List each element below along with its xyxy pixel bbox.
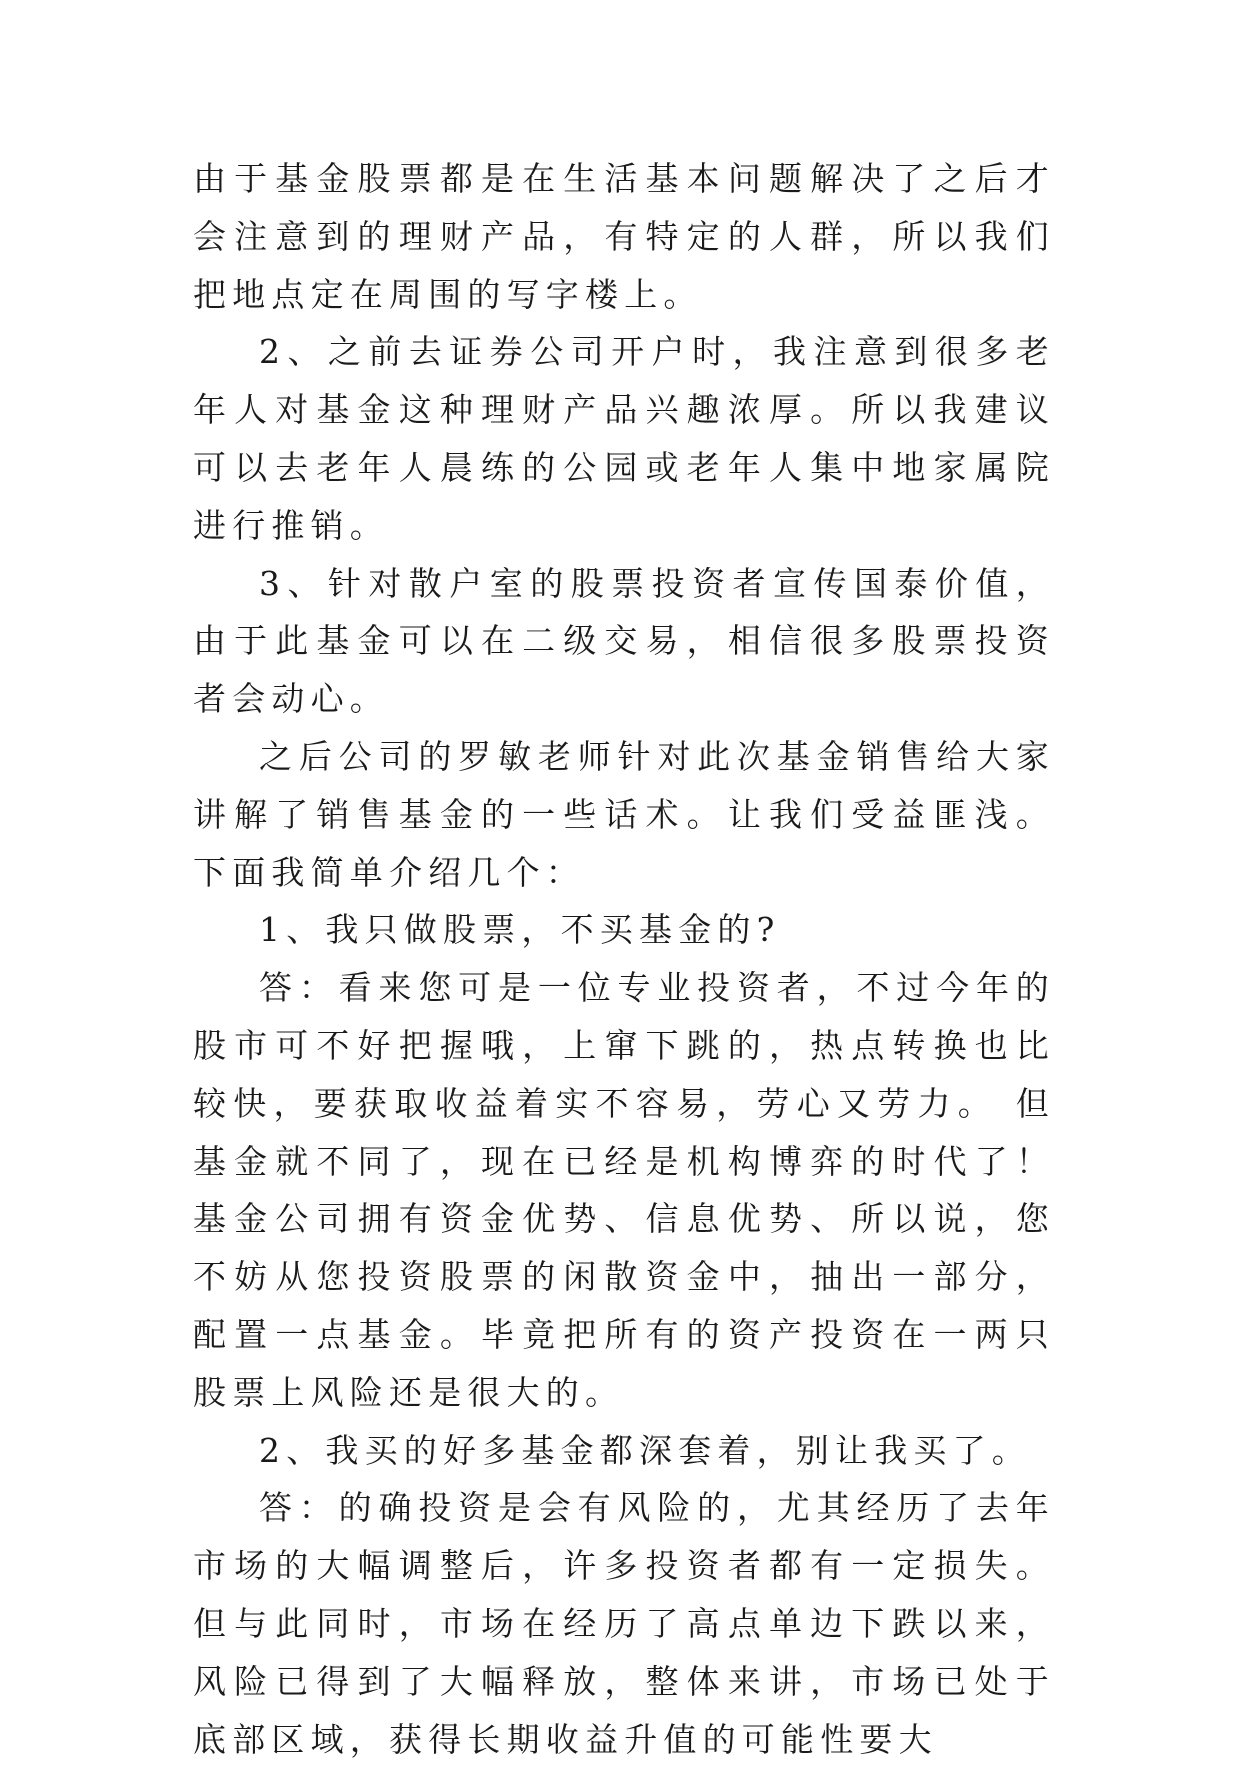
document-body — [193, 150, 1055, 1768]
paragraph-4: 之后公司的罗敏老师针对此次基金销售给大家讲解了销售基金的一些话术。让我们受益匪浅。下面我简单介绍几个： — [193, 736, 1055, 892]
paragraph-2: 2、之前去证券公司开户时，我注意到很多老年人对基金这种理财产品兴趣浓厚。所以我建议可以去老年人晨练的公园或老年人集中地家属院进行推销。 — [193, 332, 1055, 545]
paragraph-7: 2、我买的好多基金都深套着，别让我买了。 — [259, 1430, 1031, 1470]
paragraph-6: 答：看来您可是一位专业投资者，不过今年的股市可不好把握哦，上窜下跳的，热点转换也比较快，要获取收益着实不容易，劳心又劳力。 但基金就不同了，现在已经是机构博弈的时代了！基金公司拥有资金优势、信息优势、所以说，您不妨从您投资股票的闲散资金中，抽出一部分，配置一点基金。毕竟把所有的资产投资在一两只股票上风险还是很大的。 — [193, 968, 1055, 1412]
paragraph-8: 答：的确投资是会有风险的，尤其经历了去年市场的大幅调整后，许多投资者都有一定损失。但与此同时，市场在经历了高点单边下跌以来，风险已得到了大幅释放，整体来讲，市场已处于底部区域，获得长期收益升值的可能性要大 — [193, 1488, 1055, 1759]
paragraph-5: 1、我只做股票，不买基金的? — [259, 910, 781, 950]
paragraph-1: 由于基金股票都是在生活基本问题解决了之后才会注意到的理财产品，有特定的人群，所以我们把地点定在周围的写字楼上。 — [193, 159, 1055, 314]
paragraph-3: 3、针对散户室的股票投资者宣传国泰价值，由于此基金可以在二级交易，相信很多股票投资者会动心。 — [193, 563, 1055, 719]
